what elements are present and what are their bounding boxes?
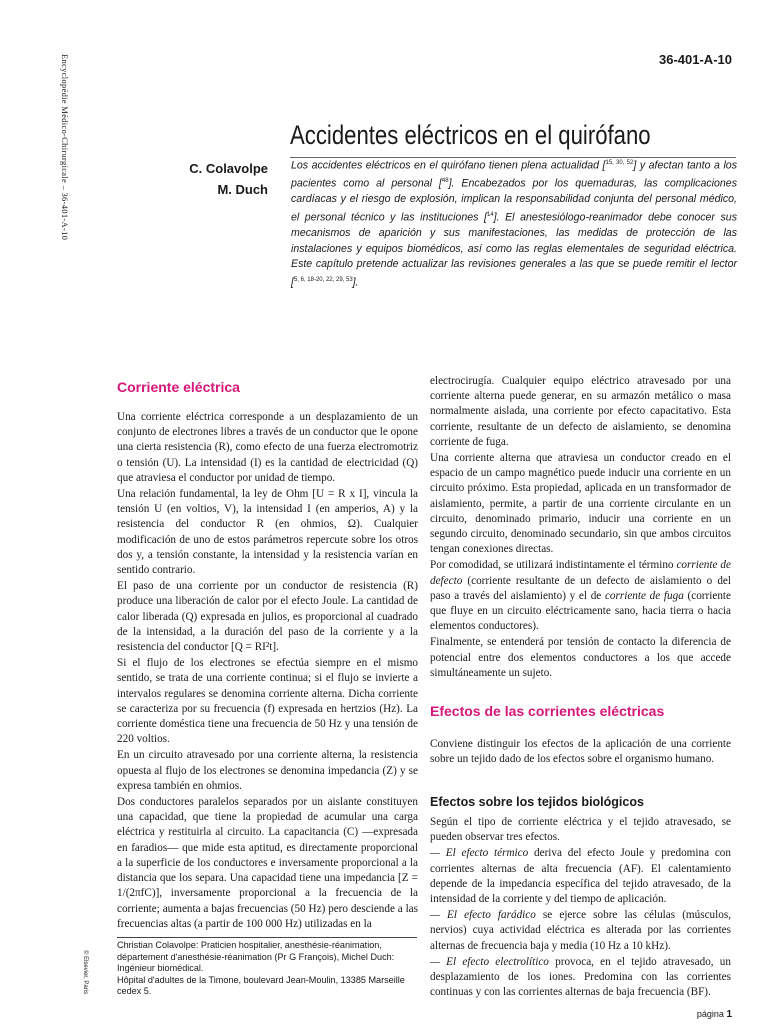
abstract-ref: 5, 6, 18-20, 22, 29, 53	[293, 276, 353, 283]
paragraph: — El efecto térmico deriva del efecto Joule y predomina con corrientes alternas de alta frecuencia (AF). El calentamiento depende de la impedancia específica del tejido atravesado, de la intensidad de la corriente y del tiempo de aplicación.	[430, 847, 731, 906]
document-id: 36-401-A-10	[659, 52, 732, 67]
section-heading-efectos: Efectos de las corrientes eléctricas	[430, 703, 665, 719]
paragraph: Según el tipo de corriente eléctrica y el tejido atravesado, se pueden observar tres efectos.	[430, 816, 731, 844]
authors	[189, 158, 268, 200]
subsection-heading: Efectos sobre los tejidos biológicos	[430, 795, 644, 809]
article-title: Accidentes eléctricos en el quirófano	[290, 120, 651, 150]
paragraph: Una relación fundamental, la ley de Ohm [U = R x I], vincula la tensión U (en voltios, V), la intensidad I (en amperios, A) y la resistencia del conductor R (en ohmios, Ω). Cualquier modificación de uno de estos parámetros repercute sobre los otros dos y, a tensión constante, la intensidad y la resistencia varían en sentido contrario.	[117, 488, 418, 577]
abstract-ref: 48	[441, 178, 449, 185]
copyright-side-label: © Elsevier, Paris	[82, 950, 88, 995]
paragraph: — El efecto electrolítico provoca, en el tejido atravesado, un desplazamiento de los iones. Predomina con las corrientes continuas y con las corrientes alternas de baja frecuencia (BF).	[430, 955, 731, 999]
abstract: Los accidentes eléctricos en el quirófano tienen plena actualidad [$^{15, 30, 52}$] y afectan tanto a los pacientes como al personal [$^{48}$]. Encabezados por los quemaduras, las complicaciones cardíacas y el riesgo de explosión, implican la responsabilidad conjunta del personal médico, el personal técnico y las instituciones [$^{14}$]. El anestesiólogo-reanimador debe conocer sus mecanismos de aparición y sus manifestaciones, las medidas de protección de las instalaciones y equipos biomédicos, así como las reglas elementales de seguridad eléctrica. Este capítulo pretende actualizar las revisiones generales a las que se puede remitir el lector [$^{5, 6, 18-20, 22, 29, 53}$].	[291, 159, 737, 289]
paragraph: electrocirugía. Cualquier equipo eléctrico atravesado por una corriente alterna puede generar, en su armazón metálico o masa normalmente aislada, una corriente por efecto capacitativo. Esta corriente, resultante de un defecto de aislamiento, se denomina corriente de fuga.	[430, 375, 731, 448]
paragraph: En un circuito atravesado por una corriente alterna, la resistencia opuesta al flujo de los electrones se denomina impedancia (Z) y se expresa también en ohmios.	[117, 749, 418, 792]
paragraph: Por comodidad, se utilizará indistintamente el término corriente de defecto (corriente resultante de un defecto de aislamiento o del paso a través del aislamiento) y el de corriente de fuga (corriente que fluye en un circuito eléctricamente sano, hacia tierra o hacia elementos conductores).	[430, 559, 731, 633]
paragraph: Una corriente eléctrica corresponde a un desplazamiento de un conjunto de electrones libres a través de un conductor que le opone una cierta resistencia (R), como efecto de una fuerza electromotriz o tensión (U). La intensidad (I) es la cantidad de electricidad (Q) que atraviesa el conductor por unidad de tiempo.	[117, 411, 418, 484]
right-column-top	[430, 374, 731, 681]
paragraph: El paso de una corriente por un conductor de resistencia (R) produce una liberación de calor por el efecto Joule. La cantidad de calor liberada (Q) expresada en julios, es proporcional al cuadrado de la intensidad, a la duración del paso de la corriente y a la resistencia del conductor [Q = RI²t].	[117, 580, 418, 654]
abstract-ref: 15, 30, 52	[605, 160, 634, 166]
journal-side-label: Encyclopédie Médico-Chirurgicale – 36-401-A-10	[60, 54, 70, 241]
author-affiliation-footnote: Christian Colavolpe: Praticien hospitalier, anesthésie-réanimation, département d'anesthésie-réanimation (Pr G François), Michel Duch: Ingénieur biomédical. Hôpital d'adultes de la Timone, boulevard Jean-Moulin, 13385 Marseille cedex 5.	[117, 940, 405, 997]
footnote-rule	[117, 937, 417, 938]
abstract-ref: 14	[486, 211, 494, 218]
author-2: M. Duch	[217, 182, 268, 197]
paragraph: Finalmente, se entenderá por tensión de contacto la diferencia de potencial entre dos elementos conductores a los que accede simultáneamente un sujeto.	[430, 636, 731, 679]
page-number: página 1	[696, 1009, 732, 1020]
right-column-intro	[430, 737, 731, 767]
paragraph: Conviene distinguir los efectos de la aplicación de una corriente sobre un tejido dado de los efectos sobre el organismo humano.	[430, 738, 731, 766]
paragraph: Si el flujo de los electrones se efectúa siempre en el mismo sentido, se trata de una corriente continua; si el flujo se invierte a intervalos regulares se denomina corriente alterna. Dicha corriente se caracteriza por su frecuencia (f) expresada en hertzios (Hz). La corriente doméstica tiene una frecuencia de 50 Hz y una tensión de 220 voltios.	[117, 657, 418, 746]
right-column-bottom	[430, 815, 731, 1000]
section-heading-corriente: Corriente eléctrica	[117, 379, 240, 395]
paragraph: Una corriente alterna que atraviesa un conductor creado en el espacio de un campo magnético puede inducir una corriente en un circuito próximo. Esta propiedad, aplicada en un transformador de aislamiento, permite, a partir de una corriente circulante en un circuito, denominado primario, inducir una corriente en un segundo circuito, denominado secundario, sin que ambos circuitos tengan conexiones directas.	[430, 452, 731, 556]
left-column	[117, 410, 418, 932]
author-1: C. Colavolpe	[189, 161, 268, 176]
paragraph: — El efecto farádico se ejerce sobre las células (músculos, nervios) cuya actividad eléctrica es alterada por las corrientes alternas de frecuencia baja y media (10 Hz a 10 kHz).	[430, 909, 731, 952]
paragraph: Dos conductores paralelos separados por un aislante constituyen una capacidad, que tiene la propiedad de acumular una carga eléctrica y restituirla al circuito. La capacitancia (C) —expresada en faradios— que mide esta aptitud, es directamente proporcional a la superficie de los conductores e inversamente proporcional a la distancia que los separa. Una capacidad tiene una impedancia [Z = 1/(2πfC)], inversamente proporcional a la frecuencia de la corriente; aumenta a bajas frecuencias (50 Hz) pero desciende a las frecuencias altas (a partir de 100 000 Hz) utilizadas en la	[117, 796, 418, 930]
